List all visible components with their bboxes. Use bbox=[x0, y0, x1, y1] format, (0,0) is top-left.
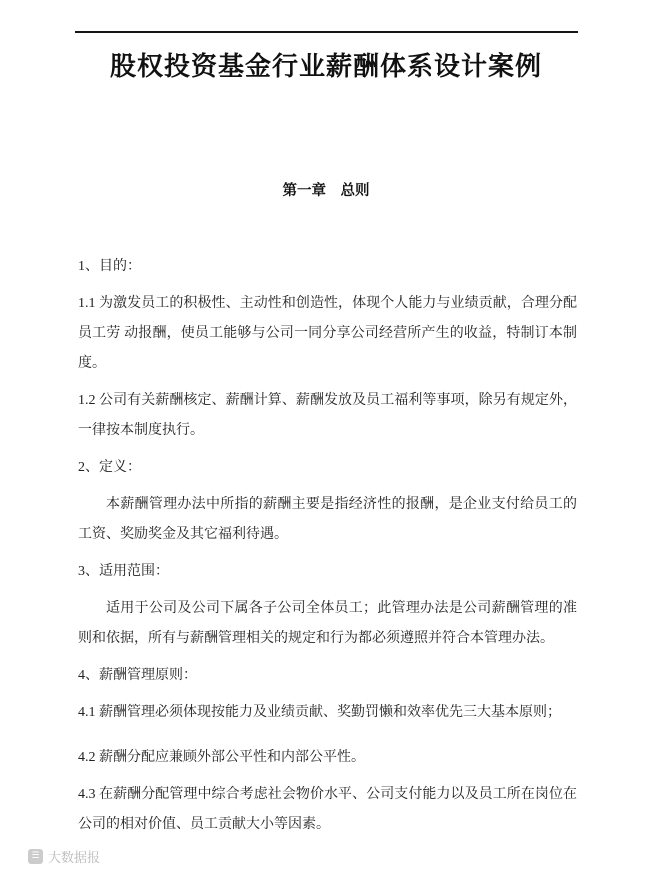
paragraph-4-1: 4.1 薪酬管理必须体现按能力及业绩贡献、奖勤罚懒和效率优先三大基本原则； bbox=[78, 705, 561, 720]
paragraph-scope-heading: 3、适用范围： bbox=[78, 564, 169, 579]
watermark-logo-icon: ☰ bbox=[28, 849, 43, 864]
header-rule bbox=[75, 31, 578, 33]
paragraph-1-2: 1.2 公司有关薪酬核定、薪酬计算、薪酬发放及员工福利等事项，除另有规定外，一律按本制度执行。 bbox=[78, 393, 577, 438]
watermark-text: 大数据报 bbox=[48, 850, 101, 865]
paragraph-4-2: 4.2 薪酬分配应兼顾外部公平性和内部公平性。 bbox=[78, 750, 365, 765]
paragraph-1-1: 1.1 为激发员工的积极性、主动性和创造性，体现个人能力与业绩贡献，合理分配员工劳 动报酬，使员工能够与公司一同分享公司经营所产生的收益，特制订本制度。 bbox=[78, 296, 577, 371]
document-title: 股权投资基金行业薪酬体系设计案例 bbox=[109, 52, 542, 81]
paragraph-4-3: 4.3 在薪酬分配管理中综合考虑社会物价水平、公司支付能力以及员工所在岗位在公司的相对价值、员工贡献大小等因素。 bbox=[78, 787, 577, 832]
watermark bbox=[28, 847, 100, 866]
chapter-heading: 第一章 总则 bbox=[282, 183, 370, 199]
document-body bbox=[78, 252, 577, 840]
paragraph-definition-body: 本薪酬管理办法中所指的薪酬主要是指经济性的报酬，是企业支付给员工的工资、奖励奖金及其它福利待遇。 bbox=[78, 497, 577, 542]
paragraph-definition-heading: 2、定义： bbox=[78, 460, 141, 475]
paragraph-scope-body: 适用于公司及公司下属各子公司全体员工；此管理办法是公司薪酬管理的准则和依据，所有与薪酬管理相关的规定和行为都必须遵照并符合本管理办法。 bbox=[78, 601, 577, 646]
paragraph-principles-heading: 4、薪酬管理原则： bbox=[78, 668, 197, 683]
paragraph-purpose-heading: 1、目的： bbox=[78, 259, 141, 274]
